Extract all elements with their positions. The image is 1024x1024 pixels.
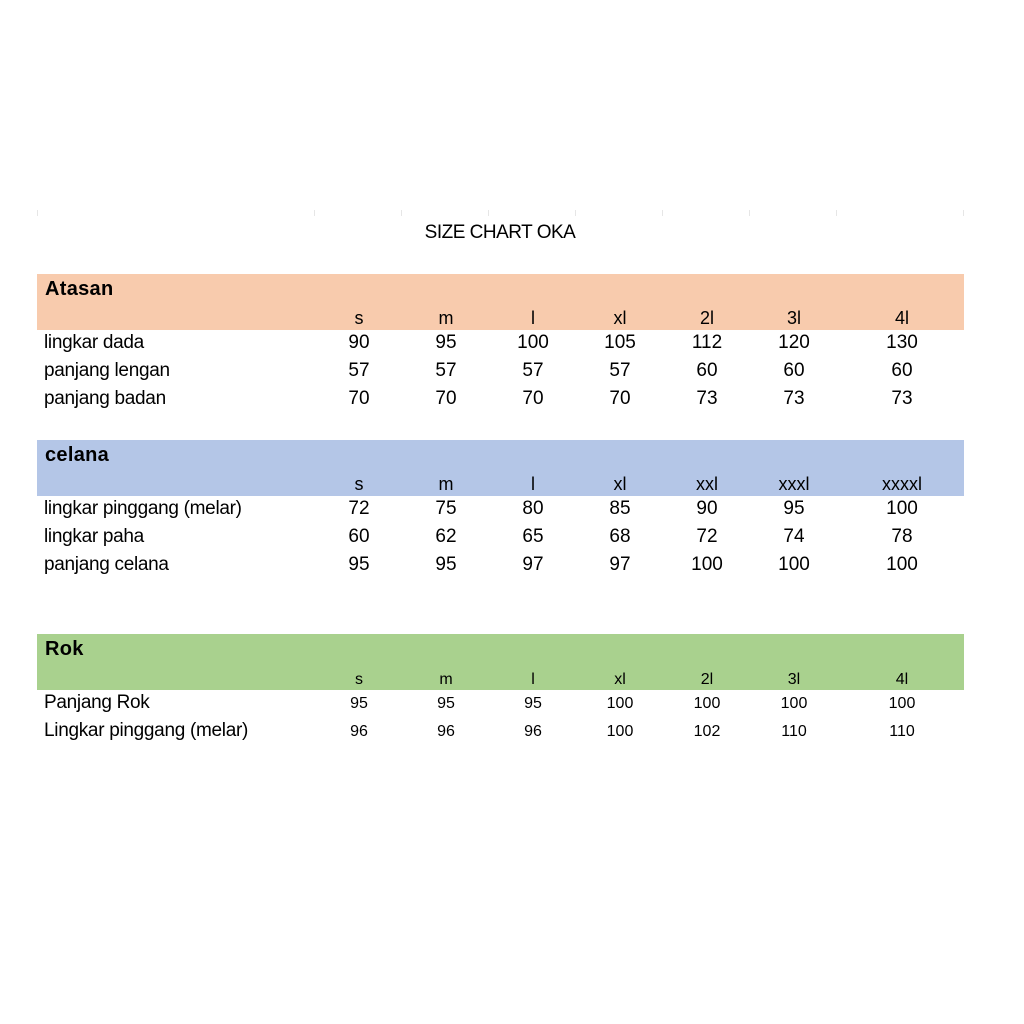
size-header: 2l: [700, 671, 714, 688]
size-header: xxl: [696, 474, 718, 494]
measurement-value: 65: [522, 526, 544, 547]
section-celana: [37, 440, 964, 580]
measurement-value: 80: [522, 498, 544, 519]
measurement-value: 102: [693, 723, 721, 740]
atasan-header-band: [37, 274, 964, 330]
measurement-value: 100: [780, 695, 808, 712]
measurement-value: 95: [435, 332, 457, 353]
table-row: [37, 524, 964, 552]
atasan-size-header-row: [37, 306, 964, 330]
size-header: 2l: [699, 308, 714, 328]
measurement-value: 110: [889, 723, 915, 740]
measurement-value: 95: [435, 554, 457, 575]
measurement-value: 100: [606, 695, 634, 712]
measurement-value: 70: [609, 388, 631, 409]
atasan-section-name: Atasan: [45, 278, 114, 300]
measurement-value: 90: [696, 498, 718, 519]
measurement-value: 73: [891, 388, 913, 409]
measurement-value: 130: [886, 332, 918, 353]
measurement-value: 112: [691, 332, 723, 353]
size-header: 3l: [787, 671, 801, 688]
grid-tick: [749, 210, 750, 216]
section-atasan: [37, 274, 964, 414]
measurement-value: 70: [348, 388, 370, 409]
measurement-value: 70: [522, 388, 544, 409]
measurement-value: 70: [435, 388, 457, 409]
table-row: [37, 718, 964, 746]
measurement-value: 100: [606, 723, 634, 740]
measurement-value: 68: [609, 526, 631, 547]
measurement-value: 100: [778, 554, 810, 575]
celana-header-band: [37, 440, 964, 496]
size-header: xxxxl: [882, 474, 922, 494]
size-header: s: [355, 671, 363, 688]
measurement-value: 95: [348, 554, 370, 575]
size-chart-title: [0, 222, 1000, 244]
measurement-value: 120: [778, 332, 810, 353]
size-header: xl: [613, 308, 627, 328]
measurement-label: lingkar paha: [44, 526, 144, 547]
rok-section-name: Rok: [45, 638, 84, 660]
size-header: l: [531, 474, 535, 494]
measurement-value: 57: [348, 360, 370, 381]
measurement-value: 100: [691, 554, 723, 575]
measurement-value: 60: [696, 360, 718, 381]
grid-tick: [401, 210, 402, 216]
measurement-value: 72: [348, 498, 370, 519]
title-text: SIZE CHART OKA: [424, 222, 576, 243]
measurement-value: 100: [517, 332, 549, 353]
measurement-value: 100: [886, 498, 918, 519]
size-header: m: [438, 308, 454, 328]
table-row: [37, 386, 964, 414]
size-header: 4l: [894, 308, 909, 328]
size-header: l: [531, 308, 535, 328]
grid-tick: [37, 210, 38, 216]
measurement-value: 72: [696, 526, 718, 547]
size-header: m: [439, 671, 453, 688]
measurement-label: panjang badan: [44, 388, 166, 409]
measurement-label: panjang celana: [44, 554, 169, 575]
table-row: [37, 358, 964, 386]
measurement-value: 90: [348, 332, 370, 353]
size-header: l: [531, 671, 535, 688]
column-gridline-marks: [0, 210, 1024, 220]
table-row: [37, 330, 964, 358]
rok-size-header-row: [37, 666, 964, 690]
measurement-value: 75: [435, 498, 457, 519]
section-rok: [37, 634, 964, 746]
measurement-label: lingkar dada: [44, 332, 144, 353]
grid-tick: [488, 210, 489, 216]
measurement-value: 100: [888, 695, 916, 712]
grid-tick: [575, 210, 576, 216]
measurement-value: 95: [524, 695, 542, 712]
measurement-value: 60: [348, 526, 370, 547]
measurement-value: 110: [781, 723, 807, 740]
measurement-value: 100: [693, 695, 721, 712]
measurement-value: 57: [435, 360, 457, 381]
measurement-value: 95: [783, 498, 805, 519]
table-row: [37, 690, 964, 718]
measurement-label: panjang lengan: [44, 360, 170, 381]
rok-header-band: [37, 634, 964, 690]
table-row: [37, 496, 964, 524]
size-header: s: [354, 474, 364, 494]
measurement-label: lingkar pinggang (melar): [44, 498, 242, 519]
measurement-value: 95: [350, 695, 368, 712]
grid-tick: [314, 210, 315, 216]
measurement-value: 73: [783, 388, 805, 409]
size-header: xl: [613, 474, 627, 494]
measurement-value: 85: [609, 498, 631, 519]
size-header: s: [354, 308, 364, 328]
measurement-value: 60: [891, 360, 913, 381]
measurement-value: 57: [609, 360, 631, 381]
measurement-value: 57: [522, 360, 544, 381]
size-header: xxxl: [778, 474, 810, 494]
measurement-value: 105: [604, 332, 636, 353]
measurement-value: 74: [783, 526, 805, 547]
measurement-value: 97: [609, 554, 631, 575]
measurement-label: Lingkar pinggang (melar): [44, 720, 249, 741]
size-header: 4l: [895, 671, 909, 688]
celana-size-header-row: [37, 472, 964, 496]
grid-tick: [836, 210, 837, 216]
measurement-value: 73: [696, 388, 718, 409]
table-row: [37, 552, 964, 580]
measurement-value: 60: [783, 360, 805, 381]
grid-tick: [963, 210, 964, 216]
measurement-value: 62: [435, 526, 457, 547]
measurement-label: Panjang Rok: [44, 692, 150, 713]
measurement-value: 97: [522, 554, 544, 575]
measurement-value: 96: [437, 723, 455, 740]
size-header: m: [438, 474, 454, 494]
grid-tick: [662, 210, 663, 216]
celana-section-name: celana: [45, 444, 110, 466]
measurement-value: 96: [524, 723, 542, 740]
measurement-value: 100: [886, 554, 918, 575]
size-header: xl: [614, 671, 626, 688]
measurement-value: 96: [350, 723, 368, 740]
measurement-value: 78: [891, 526, 913, 547]
size-header: 3l: [786, 308, 801, 328]
measurement-value: 95: [437, 695, 455, 712]
